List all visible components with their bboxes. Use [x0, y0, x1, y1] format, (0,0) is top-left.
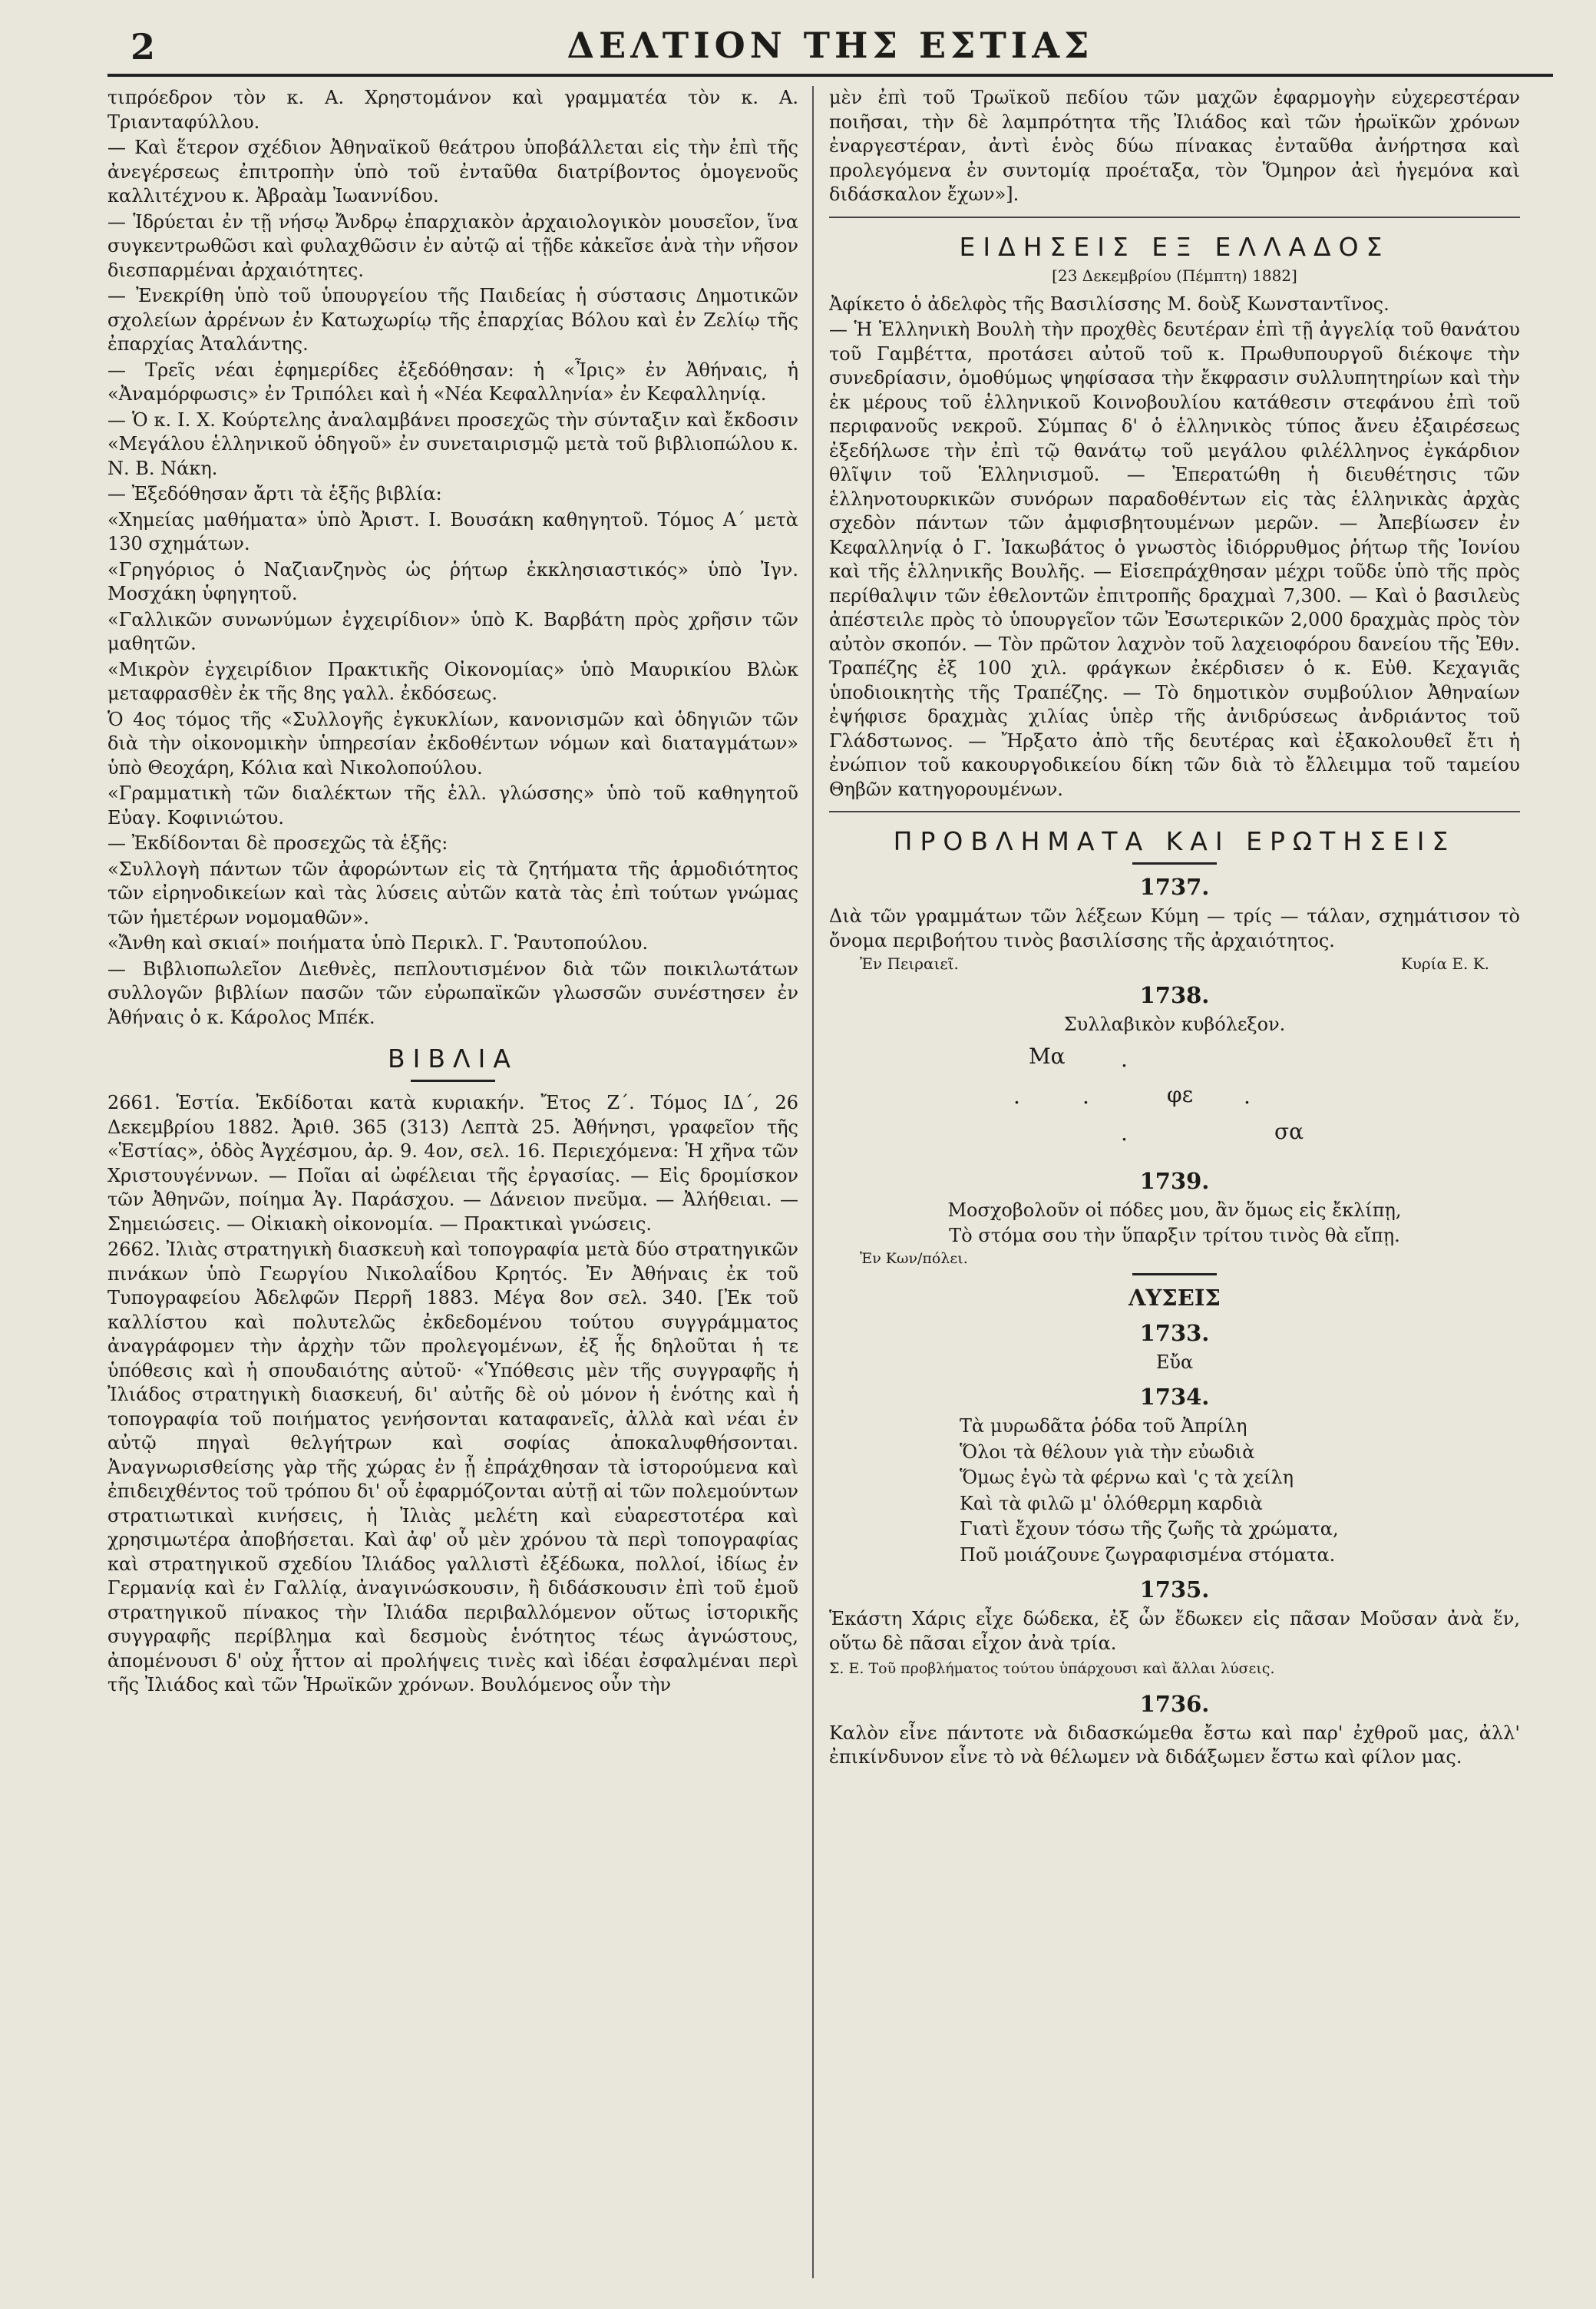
solution-text: Ἑκάστη Χάρις εἶχε δώδεκα, ἐξ ὧν ἔδωκεν εἰς πᾶσαν Μοῦσαν ἀνὰ ἕν, οὕτω δὲ πᾶσαι εἶχον ἀνὰ τρία.: [829, 1608, 1520, 1654]
column-rule: [812, 86, 814, 2278]
problem-signature: [860, 954, 1489, 973]
news-item: «Γαλλικῶν συνωνύμων ἐγχειρίδιον» ὑπὸ Κ. Βαρβάτη πρὸς χρῆσιν τῶν μαθητῶν.: [107, 608, 798, 654]
puzzle-cell: Μα: [1029, 1043, 1066, 1069]
solution-number: 1734.: [1139, 1384, 1210, 1410]
verse-line: Τὰ μυρωδᾶτα ῥόδα τοῦ Ἀπρίλη: [960, 1415, 1247, 1437]
book-entry: 2661. Ἑστία. Ἐκδίδοται κατὰ κυριακήν. Ἔτος Ζ΄. Τόμος ΙΔ΄, 26 Δεκεμβρίου 1882. Ἀριθ. 365 (313) Λεπτὰ 25. Ἀθήνησι, γραφεῖον τῆς «Ἑστίας», ὁδὸς Ἀγχέσμου, ἀρ. 9. 4ον, σελ. 16. Περιεχόμενα: Ἡ χῆνα τῶν Χριστουγέννων. — Ποῖαι αἱ ὠφέλειαι τῆς ἐργασίας. — Εἰς δρομίσκον τῶν Ἀθηνῶν, ποίημα Ἀγ. Παράσχου. — Δάνειον πνεῦμα. — Ἀλήθειαι. — Σημειώσεις. — Οἰκιακὴ οἰκονομία. — Πρακτικαὶ γνώσεις.: [107, 1092, 798, 1235]
problem-text: Συλλαβικὸν κυβόλεξον.: [1063, 1014, 1286, 1035]
masthead: ΔΕΛΤΙΟΝ ΤΗΣ ΕΣΤΙΑΣ: [567, 25, 1094, 66]
book-entry: 2662. Ἰλιὰς στρατηγικὴ διασκευὴ καὶ τοπογραφία μετὰ δύο στρατηγικῶν πινάκων ὑπὸ Γεωργίου Νικολαΐδου Κρητός. Ἐν Ἀθήναις ἐκ τοῦ Τυπογραφείου Ἀδελφῶν Περρῆ 1883. Μέγα 8ον σελ. 340. [Ἐκ τοῦ καλλίστου καὶ πολυτελῶς ἐκδεδομένου τούτου συγγράμματος ἀναγράφομεν τὴν ἀρχὴν τῶν προλεγομένων, ἐξ ἧς δηλοῦται ἡ τε ὑπόθεσις καὶ ἡ σπουδαιότης αὐτοῦ· «Ὑπόθεσις μὲν τῆς συγγραφῆς ἡ Ἰλιάδος στρατηγικὴ διασκευή, δι' αὐτῆς δὲ οὐ μόνον ἡ ἑνότης καὶ ἡ τοπογραφία τοῦ ποιήματος γενήσονται καταφανεῖς, ἀλλὰ καὶ νέαι ἐν αὐτῷ πηγαὶ θελγήτρων καὶ σοφίας ἀποκαλυφθήσονται. Ἀναγνωρισθείσης γὰρ τῆς χώρας ἐν ᾗ ἐπράχθησαν τὰ ἱστορούμενα καὶ ἐπιδειχθέντος τοῦ τρόπου δι' οὗ ἐφαρμόζονται αὐτῇ αἱ τῶν πολεμούντων στρατιωτικαὶ κινήσεις, ἡ Ἰλιὰς μελέτη καὶ εὐαρεστοτέρα καὶ χρησιμωτέρα ἀποβήσεται. Καὶ ἀφ' οὗ μὲν χρόνου τὰ περὶ τοπογραφίας καὶ στρατηγικοῦ σχεδίου Ἰλιάδος γαλλιστὶ ἐξέδωκα, πολλοί, ἰδίως ἐν Γερμανίᾳ καὶ ἐν Γαλλίᾳ, ἀναγινώσκουσιν, ἢ διδάσκουσιν ἐπὶ τοῦ ἐμοῦ στρατηγικοῦ πίνακος τὴν Ἰλιάδα περιβαλλόμενον οὕτως ἱστορικῆς συγγραφῆς περίβλημα καὶ δεσμοὺς ἑνότητος τέως ἀγνώστους, ἀπομένουσι δ' οὐχ ἧττον αἱ προλήψεις τινὲς καὶ ἰδέαι ἐσφαλμέναι περὶ τῆς Ἰλιάδος καὶ τῶν Ἡρωϊκῶν χρόνων. Βουλόμενος οὖν τὴν: [107, 1239, 798, 1695]
title-rule: [411, 1080, 495, 1082]
verse-line: Ὅλοι τὰ θέλουν γιὰ τὴν εὐωδιὰ: [960, 1441, 1255, 1463]
news-item: «Χημείας μαθήματα» ὑπὸ Ἀριστ. Ι. Βουσάκη καθηγητοῦ. Τόμος Α΄ μετὰ 130 σχημάτων.: [107, 508, 798, 554]
page-number: 2: [131, 26, 156, 68]
puzzle-cell: .: [1121, 1046, 1128, 1072]
news-item: «Ἄνθη καὶ σκιαί» ποιήματα ὑπὸ Περικλ. Γ. Ῥαυτοπούλου.: [107, 932, 649, 954]
title-rule: [1132, 1273, 1217, 1275]
news-item: — Ὁ κ. Ι. Χ. Κούρτελης ἀναλαμβάνει προσεχῶς τὴν σύνταξιν καὶ ἔκδοσιν «Μεγάλου ἑλληνικοῦ ὁδηγοῦ» ἐν συνεταιρισμῷ μετὰ τοῦ βιβλιοπώλου κ. Ν. Β. Νάκη.: [107, 409, 798, 479]
solutions-title: ΛΥΣΕΙΣ: [1128, 1284, 1221, 1311]
solution-number: 1733.: [1139, 1319, 1210, 1346]
puzzle-cell: .: [1121, 1120, 1128, 1146]
puzzle-cell: σα: [1274, 1118, 1304, 1144]
puzzle-cell: .: [1244, 1083, 1251, 1109]
page-header: [107, 23, 1553, 77]
solution-note: Σ. Ε. Τοῦ προβλήματος τούτου ὑπάρχουσι καὶ ἄλλαι λύσεις.: [829, 1660, 1275, 1677]
news-item: — Ἡ Ἑλληνικὴ Βουλὴ τὴν προχθὲς δευτέραν ἐπὶ τῇ ἀγγελίᾳ τοῦ θανάτου τοῦ Γαμβέττα, προτάσει αὐτοῦ τοῦ κ. Πρωθυπουργοῦ διέκοψε τὴν συνεδρίασιν, ὁμοθύμως ψηφίσασα τὴν ἔκφρασιν συλλυπητηρίων καὶ τὴν ἐκ μέρους τοῦ ἑλληνικοῦ Κοινοβουλίου κατάθεσιν στεφάνου ἐπὶ τοῦ περιφανοῦς νεκροῦ. Σύμπας δ' ὁ ἑλληνικὸς τύπος ἄνευ ἐξαιρέσεως ἐξεδήλωσε τὴν ἐπὶ τῷ θανάτῳ τοῦ μεγάλου φιλέλληνος ἐγκάρδιον θλῖψιν τοῦ Ἑλληνισμοῦ. — Ἐπερατώθη ἡ διευθέτησις τῶν ἑλληνοτουρκικῶν συνόρων παραδοθέντων εἰς τὰς ἑλληνικὰς ἀρχὰς σχεδὸν πάντων τῶν ἀμφισβητουμένων μερῶν. — Ἀπεβίωσεν ἐν Κεφαλληνίᾳ ὁ Γ. Ἰακωβάτος ὁ γνωστὸς ἰδιόρρυθμος ῥήτωρ τῆς Ἰονίου καὶ τῆς ἑλληνικῆς Βουλῆς. — Εἰσεπράχθησαν μέχρι τοῦδε ὑπὸ τῆς πρὸς περίθαλψιν τῶν ἐθελοντῶν ἐπιτροπῆς δραχμαὶ 7,300. — Καὶ ὁ βασιλεὺς ἀπέστειλε πρὸς τὸ ὑπουργεῖον τῶν Ἐσωτερικῶν 2,000 δραχμὰς πρὸς τὸν αὐτὸν σκοπόν. — Τὸν πρῶτον λαχνὸν τοῦ λαχειοφόρου δανείου τῆς Ἐθν. Τραπέζης ἐξ 100 χιλ. φράγκων ἐκέρδισεν ὁ κ. Εὐθ. Κεχαγιᾶς ὑποδιοικητὴς τῆς Τραπέζης. — Τὸ δημοτικὸν συμβούλιον Ἀθηναίων ἐψήφισε δραχμὰς χιλίας ὑπὲρ τῆς ἀνιδρύσεως ἀνδριάντος τοῦ Γλάδστωνος. — Ἤρξατο ἀπὸ τῆς δευτέρας καὶ ἐξακολουθεῖ ἔτι ἡ ἐνώπιον τοῦ κακουργοδικείου δίκη τῶν διὰ τὸ ἔλλειμμα τοῦ ταμείου Θηβῶν κατηγορουμένων.: [829, 319, 1520, 800]
solution-text: Εὔα: [1155, 1351, 1194, 1373]
verse-line: Ποῦ μοιάζουνε ζωγραφισμένα στόματα.: [960, 1543, 1336, 1566]
verse-line: Καὶ τὰ φιλῶ μ' ὁλόθερμη καρδιὰ: [960, 1492, 1263, 1514]
news-item: τιπρόεδρον τὸν κ. Α. Χρηστομάνον καὶ γραμματέα τὸν κ. Α. Τριανταφύλλου.: [107, 87, 798, 133]
books-section-title: ΒΙΒΛΙΑ: [388, 1044, 518, 1073]
problem-author: Κυρία Ε. Κ.: [1400, 954, 1489, 973]
word-square-puzzle: [829, 1039, 1520, 1159]
solution-number: 1735.: [1139, 1576, 1210, 1603]
solution-number: 1736.: [1139, 1690, 1210, 1717]
news-item: — Ἱδρύεται ἐν τῇ νήσῳ Ἄνδρῳ ἐπαρχιακὸν ἀρχαιολογικὸν μουσεῖον, ἵνα συγκεντρωθῶσι καὶ φυλαχθῶσιν ἐν αὐτῷ αἱ τῇδε κἀκεῖσε ἀνὰ τὴν νῆσον διεσπαρμέναι ἀρχαιότητες.: [107, 210, 798, 281]
problem-number: 1738.: [1139, 982, 1210, 1008]
problem-line: Τὸ στόμα σου τὴν ὕπαρξιν τρίτου τινὸς θὰ εἴπῃ.: [949, 1225, 1400, 1246]
verse-line: Ὅμως ἐγὼ τὰ φέρνω καὶ 'ς τὰ χείλη: [960, 1467, 1294, 1488]
news-item: «Γραμματικὴ τῶν διαλέκτων τῆς ἑλλ. γλώσσης» ὑπὸ τοῦ καθηγητοῦ Εὐαγ. Κοφινιώτου.: [107, 782, 798, 829]
columns: [107, 86, 1553, 2278]
title-rule: [1132, 862, 1217, 865]
problem-number: 1737.: [1139, 874, 1210, 900]
news-item: — Ἐξεδόθησαν ἄρτι τὰ ἑξῆς βιβλία:: [107, 483, 442, 504]
left-column: [107, 86, 798, 2278]
news-item: — Ἐκδίδονται δὲ προσεχῶς τὰ ἑξῆς:: [107, 832, 448, 854]
news-item: — Τρεῖς νέαι ἐφημερίδες ἐξεδόθησαν: ἡ «Ἶρις» ἐν Ἀθήναις, ἡ «Ἀναμόρφωσις» ἐν Τριπόλει καὶ ἡ «Νέα Κεφαλληνία» ἐν Κεφαλληνίᾳ.: [107, 359, 798, 405]
news-item: «Γρηγόριος ὁ Ναζιανζηνὸς ὡς ῥήτωρ ἐκκλησιαστικός» ὑπὸ Ἰγν. Μοσχάκη ὑφηγητοῦ.: [107, 558, 798, 604]
section-divider: [829, 217, 1520, 218]
news-item: «Συλλογὴ πάντων τῶν ἀφορώντων εἰς τὰ ζητήματα τῆς ἁρμοδιότητος τῶν εἰρηνοδικείων καὶ τὰς λύσεις αὐτῶν κατὰ τὰς ἐπὶ τούτων γνώμας τῶν ἡμετέρων νομομαθῶν».: [107, 858, 798, 928]
greek-news-date: [23 Δεκεμβρίου (Πέμπτη) 1882]: [1052, 266, 1297, 285]
news-item: Ὁ 4ος τόμος τῆς «Συλλογῆς ἐγκυκλίων, κανονισμῶν καὶ ὁδηγιῶν τῶν διὰ τὴν οἰκονομικὴν ὑπηρεσίαν ἐκδοθέντων νόμων καὶ διαταγμάτων» ὑπὸ Θεοχάρη, Κόλια καὶ Νικολοπούλου.: [107, 708, 798, 779]
verse-line: Γιατὶ ἔχουν τόσω τῆς ζωῆς τὰ χρώματα,: [960, 1518, 1339, 1540]
news-item: «Μικρὸν ἐγχειρίδιον Πρακτικῆς Οἰκονομίας» ὑπὸ Μαυρικίου Βλὼκ μεταφρασθὲν ἐκ τῆς 8ης γαλλ. ἐκδόσεως.: [107, 658, 798, 704]
news-item: — Βιβλιοπωλεῖον Διεθνὲς, πεπλουτισμένον διὰ τῶν ποικιλωτάτων συλλογῶν βιβλίων πασῶν τῶν εὐρωπαϊκῶν γλωσσῶν συνέστησεν ἐν Ἀθήναις ὁ κ. Κάρολος Μπέκ.: [107, 958, 798, 1028]
puzzle-cell: φε: [1167, 1081, 1194, 1107]
continued-text: μὲν ἐπὶ τοῦ Τρωϊκοῦ πεδίου τῶν μαχῶν ἐφαρμογὴν εὐχερεστέραν ποιῆσαι, τὴν δὲ λαμπρότητα τῆς Ἰλιάδος καὶ τῶν ἡρωϊκῶν χρόνων ἐναργεστέραν, ἀντὶ ἑνὸς δύω πίνακας ἐνταῦθα ἀνήρτησα καὶ προλεγόμενα ἐν συντομίᾳ προέταξα, τὸν Ὅμηρον ἀεὶ ἡγεμόνα καὶ διδάσκαλον ἔχων»].: [829, 87, 1520, 205]
problems-title: ΠΡΟΒΛΗΜΑΤΑ ΚΑΙ ΕΡΩΤΗΣΕΙΣ: [893, 826, 1456, 856]
problem-signature: [860, 1250, 1489, 1267]
solution-text: Καλὸν εἶνε πάντοτε νὰ διδασκώμεθα ἔστω καὶ παρ' ἐχθροῦ μας, ἀλλ' ἐπικίνδυνον εἶνε τὸ νὰ θέλωμεν νὰ διδάξωμεν ἔστω καὶ φίλον μας.: [829, 1722, 1520, 1768]
news-item: Ἀφίκετο ὁ ἀδελφὸς τῆς Βασιλίσσης Μ. δοὺξ Κωνσταντῖνος.: [829, 293, 1389, 315]
solution-verse: [829, 1414, 1520, 1567]
news-item: — Καὶ ἕτερον σχέδιον Ἀθηναϊκοῦ θεάτρου ὑποβάλλεται εἰς τὴν ἐπὶ τῆς ἀνεγέρσεως ἐπιτροπὴν ὑπὸ τοῦ ἐνταῦθα διατρίβοντος ὁμογενοῦς καλλιτέχνου κ. Ἀβραὰμ Ἰωαννίδου.: [107, 137, 798, 207]
problem-line: Μοσχοβολοῦν οἱ πόδες μου, ἂν ὅμως εἰς ἔκλίπῃ,: [947, 1199, 1402, 1221]
problem-place: Ἐν Κων/πόλει.: [860, 1249, 968, 1267]
greek-news-title: ΕΙΔΗΣΕΙΣ ΕΞ ΕΛΛΑΔΟΣ: [959, 231, 1390, 262]
right-column: [829, 86, 1520, 2278]
news-item: — Ἐνεκρίθη ὑπὸ τοῦ ὑπουργείου τῆς Παιδείας ἡ σύστασις Δημοτικῶν σχολείων ἀρρένων ἐν Κατωχωρίῳ τῆς ἐπαρχίας Βόλου καὶ ἐν Ζελίῳ τῆς ἐπαρχίας Ἀταλάντης.: [107, 285, 798, 355]
puzzle-cell: .: [1082, 1083, 1089, 1109]
puzzle-cell: .: [1013, 1083, 1020, 1109]
section-divider: [829, 811, 1520, 812]
problem-place: Ἐν Πειραιεῖ.: [860, 954, 959, 973]
problem-text: Διὰ τῶν γραμμάτων τῶν λέξεων Κύμη — τρίς — τάλαν, σχημάτισον τὸ ὄνομα περιβοήτου τινὸς βασιλίσσης τῆς ἀρχαιότητος.: [829, 905, 1520, 951]
problem-number: 1739.: [1139, 1167, 1210, 1194]
